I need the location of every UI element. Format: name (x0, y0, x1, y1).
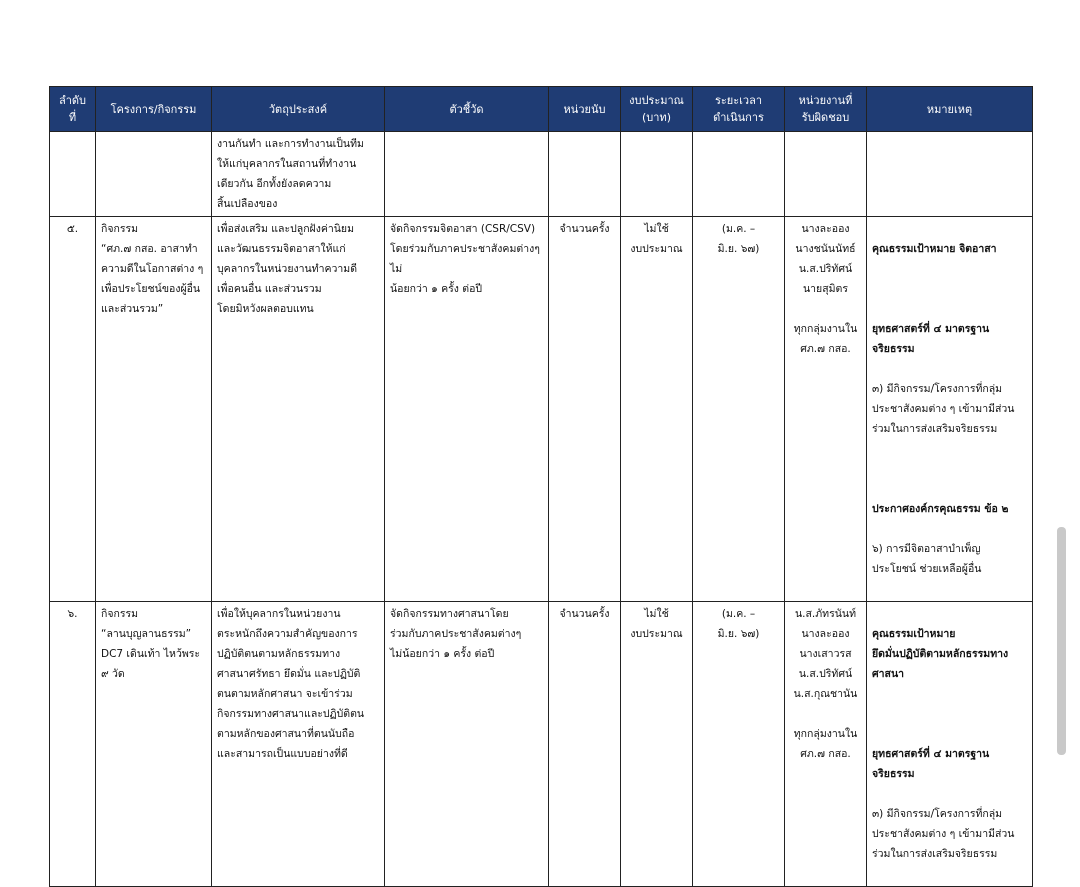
cell-objective: เพื่อส่งเสริม และปลูกฝังค่านิยม และวัฒนธรรมจิตอาสาให้แก่ บุคลากรในหน่วยงานทำความดี เพื่อคนอื่น และส่วนรวม โดยมิหวังผลตอบแทน (212, 217, 385, 602)
cell-period: (ม.ค. – มิ.ย. ๖๗) (693, 217, 785, 602)
cell-no: ๖. (50, 602, 96, 887)
cell-no: ๕. (50, 217, 96, 602)
cell-indicator: จัดกิจกรรมจิตอาสา (CSR/CSV) โดยร่วมกับภาคประชาสังคมต่างๆไม่ น้อยกว่า ๑ ครั้ง ต่อปี (385, 217, 549, 602)
cell-period (693, 132, 785, 217)
remark-announcement-text: ๖) การมีจิตอาสาบำเพ็ญ ประโยชน์ ช่วยเหลือผู้อื่น (872, 543, 982, 575)
cell-indicator (385, 132, 549, 217)
remark-strategy-title: ยุทธศาสตร์ที่ ๔ มาตรฐาน จริยธรรม (872, 323, 990, 355)
cell-objective: เพื่อให้บุคลากรในหน่วยงาน ตระหนักถึงความสำคัญของการ ปฏิบัติตนตามหลักธรรมทาง ศาสนาศรัทธา ยึดมั่น และปฏิบัติ ตนตามหลักศาสนา จะเข้าร่วม กิจกรรมทางศาสนาและปฏิบัติตน ตามหลักของศาสนาที่ตนนับถือ และสามารถเป็นแบบอย่างที่ดี (212, 602, 385, 887)
table-header-row (50, 87, 1033, 132)
col-header-remark: หมายเหตุ (867, 87, 1033, 132)
table-row (50, 217, 1033, 602)
cell-unit (549, 132, 621, 217)
remark-target-virtue: คุณธรรมเป้าหมาย จิตอาสา (872, 243, 997, 255)
remark-strategy-text: ๓) มีกิจกรรม/โครงการที่กลุ่ม ประชาสังคมต่าง ๆ เข้ามามีส่วน ร่วมในการส่งเสริมจริยธรรม (872, 383, 1015, 435)
cell-remark (867, 217, 1033, 602)
cell-budget: ไม่ใช้ งบประมาณ (621, 217, 693, 602)
col-header-no: ลำดับ ที่ (50, 87, 96, 132)
col-header-unit: หน่วยนับ (549, 87, 621, 132)
cell-responsible: น.ส.ภัทรนันท์ นางละออง นางเสาวรส น.ส.ปริทัศน์ น.ส.กุณชานัน ทุกกลุ่มงานใน ศภ.๗ กสอ. (785, 602, 867, 887)
col-header-objective: วัตถุประสงค์ (212, 87, 385, 132)
cell-unit: จำนวนครั้ง (549, 602, 621, 887)
cell-no (50, 132, 96, 217)
col-header-period: ระยะเวลา ดำเนินการ (693, 87, 785, 132)
remark-target-virtue: คุณธรรมเป้าหมาย ยึดมั่นปฏิบัติตามหลักธรรมทาง ศาสนา (872, 628, 1009, 680)
cell-objective: งานกันทำ และการทำงานเป็นทีม ให้แก่บุคลากรในสถานที่ทำงาน เดียวกัน อีกทั้งยังลดความ สิ้นเปลืองของ (212, 132, 385, 217)
col-header-budget: งบประมาณ (บาท) (621, 87, 693, 132)
activity-plan-table (49, 86, 1033, 887)
remark-announcement-title: ประกาศองค์กรคุณธรรม ข้อ ๒ (872, 503, 1009, 515)
cell-project: กิจกรรม “ศภ.๗ กสอ. อาสาทำ ความดีในโอกาสต่าง ๆ เพื่อประโยชน์ของผู้อื่น และส่วนรวม” (96, 217, 212, 602)
cell-unit: จำนวนครั้ง (549, 217, 621, 602)
cell-responsible: นางละออง นางชนันนัทธ์ น.ส.ปริทัศน์ นายสุมิตร ทุกกลุ่มงานใน ศภ.๗ กสอ. (785, 217, 867, 602)
cell-project (96, 132, 212, 217)
cell-remark (867, 132, 1033, 217)
cell-indicator: จัดกิจกรรมทางศาสนาโดย ร่วมกับภาคประชาสังคมต่างๆ ไม่น้อยกว่า ๑ ครั้ง ต่อปี (385, 602, 549, 887)
cell-responsible (785, 132, 867, 217)
table-row (50, 602, 1033, 887)
col-header-responsible: หน่วยงานที่ รับผิดชอบ (785, 87, 867, 132)
table-row (50, 132, 1033, 217)
cell-budget (621, 132, 693, 217)
remark-strategy-text: ๓) มีกิจกรรม/โครงการที่กลุ่ม ประชาสังคมต่าง ๆ เข้ามามีส่วน ร่วมในการส่งเสริมจริยธรรม (872, 808, 1015, 860)
cell-project: กิจกรรม “ลานบุญลานธรรม” DC7 เดินเท้า ไหว้พระ ๙ วัด (96, 602, 212, 887)
col-header-project: โครงการ/กิจกรรม (96, 87, 212, 132)
vertical-scrollbar[interactable] (1057, 527, 1066, 755)
cell-period: (ม.ค. – มิ.ย. ๖๗) (693, 602, 785, 887)
remark-strategy-title: ยุทธศาสตร์ที่ ๔ มาตรฐาน จริยธรรม (872, 748, 990, 780)
col-header-indicator: ตัวชี้วัด (385, 87, 549, 132)
cell-remark (867, 602, 1033, 887)
cell-budget: ไม่ใช้ งบประมาณ (621, 602, 693, 887)
